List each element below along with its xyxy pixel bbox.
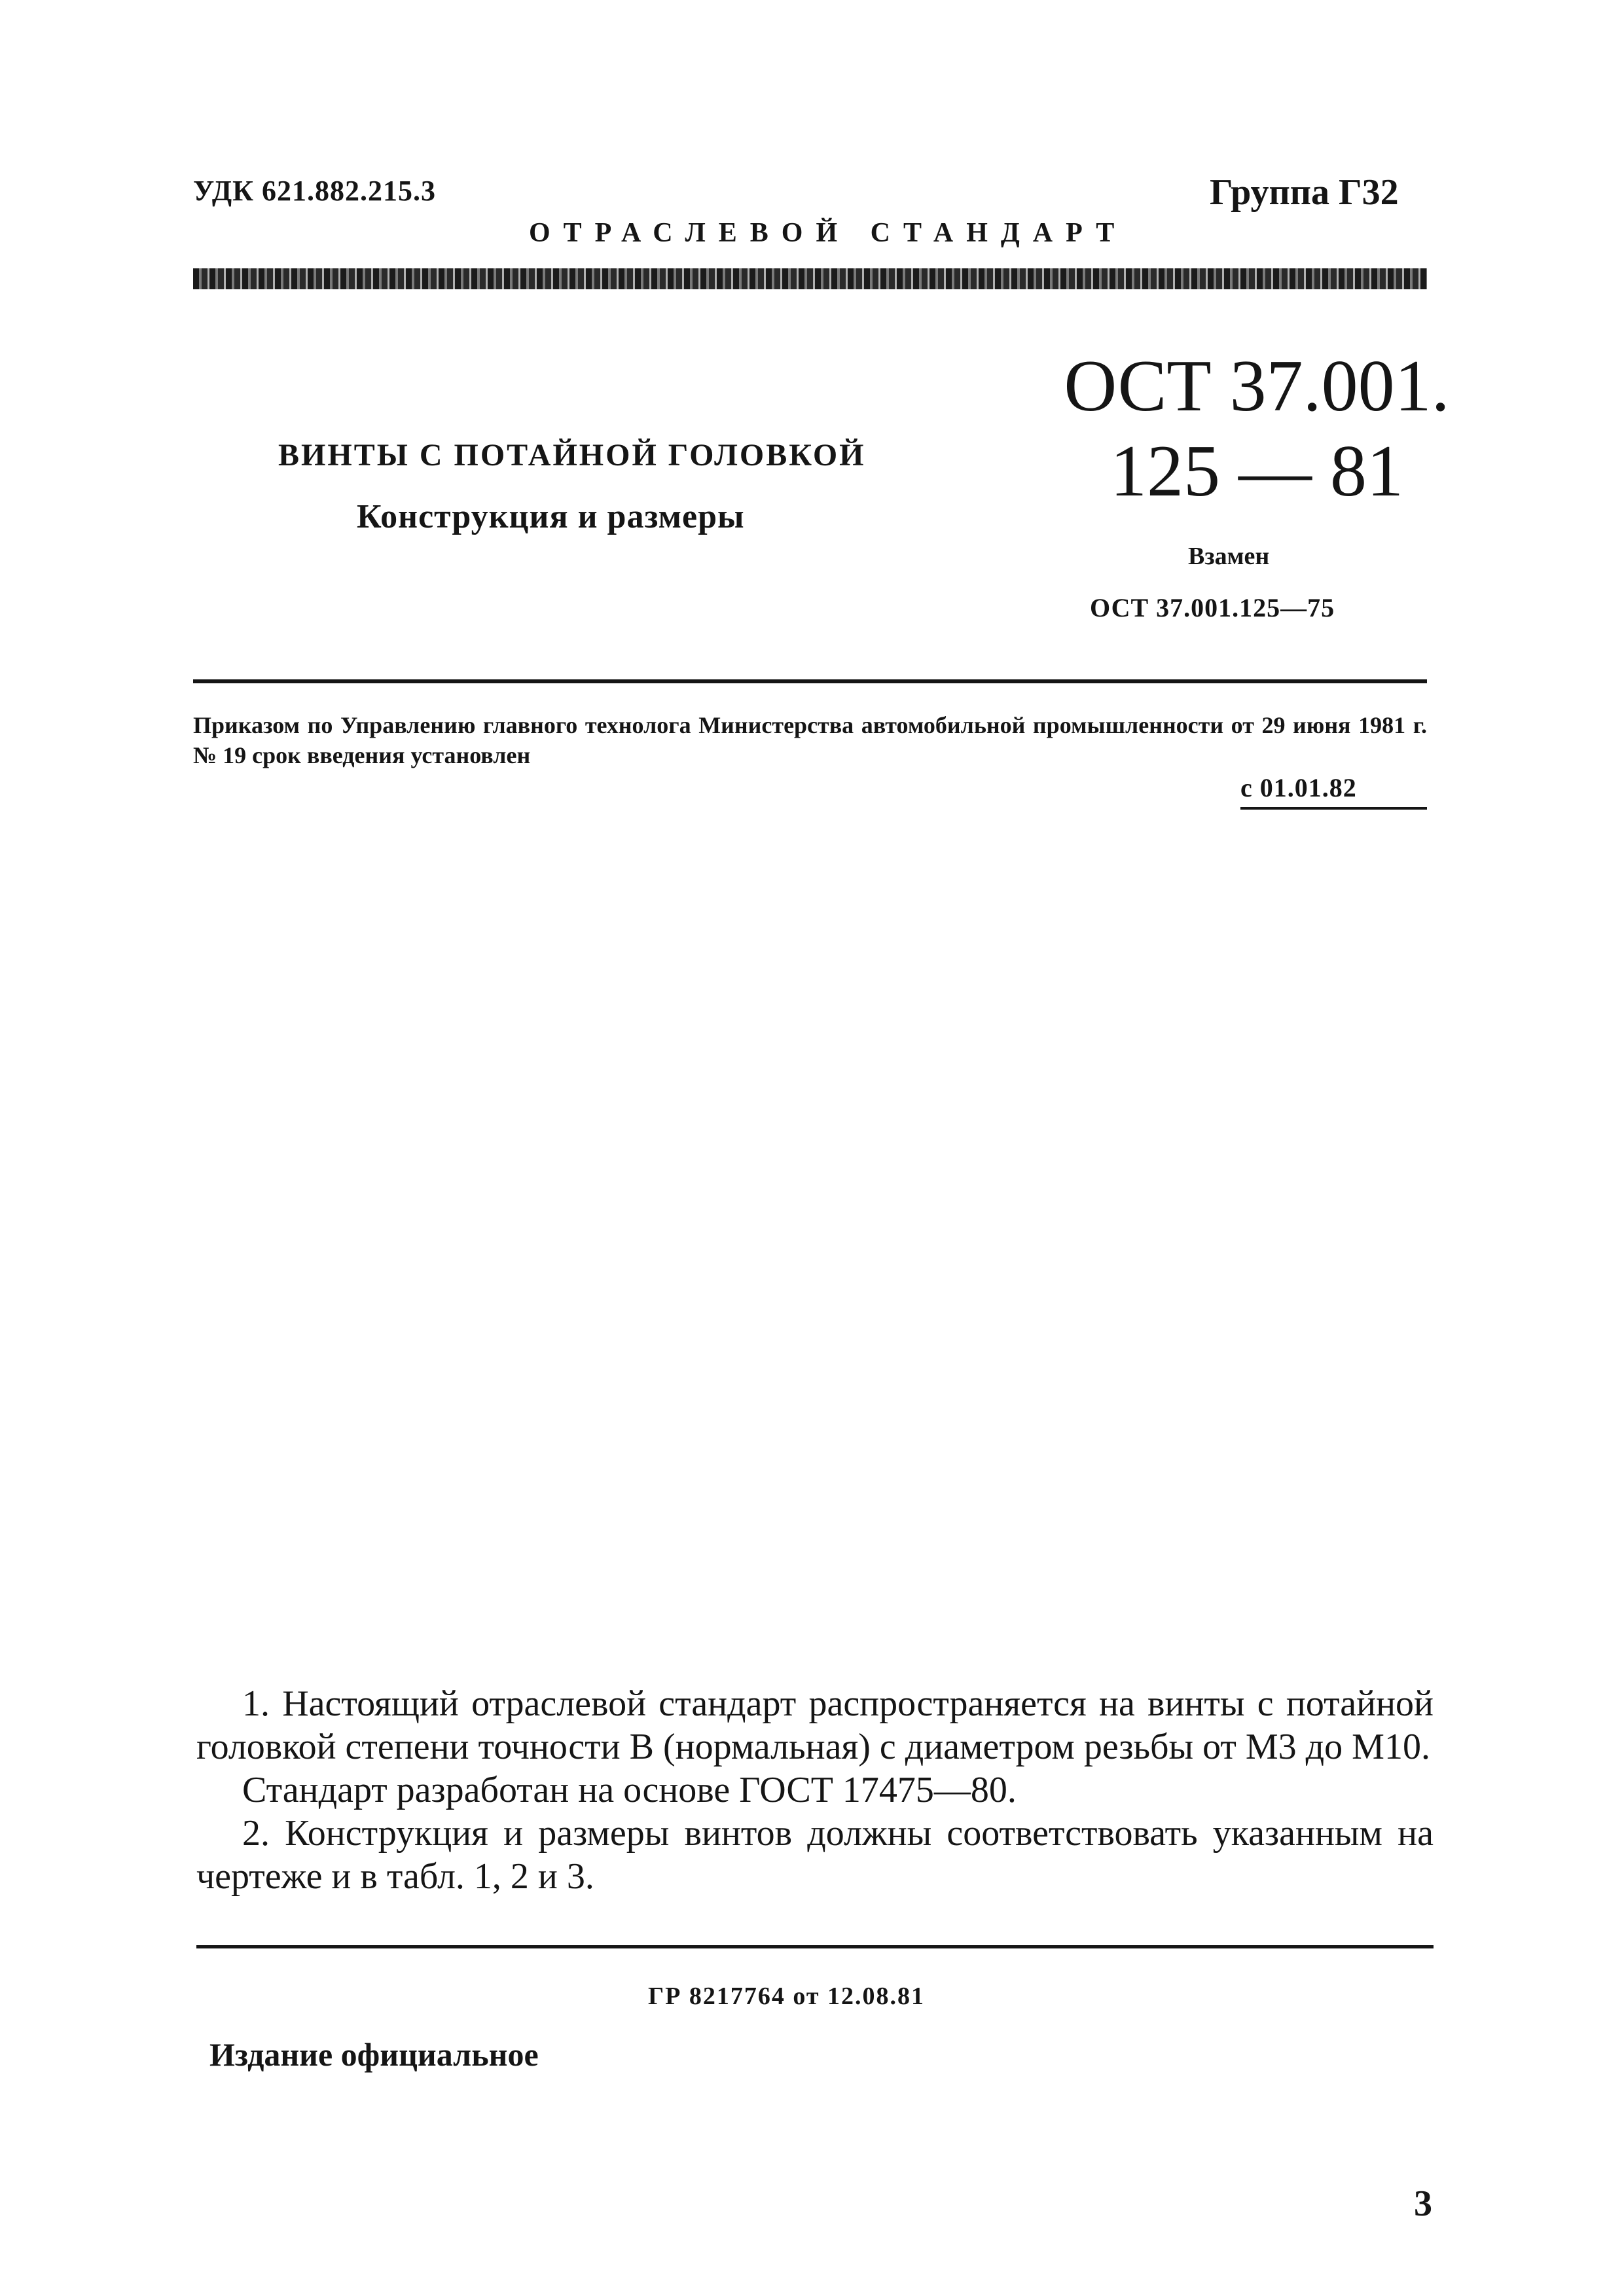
udk-code: УДК 621.882.215.3 bbox=[193, 175, 437, 207]
divider-rule bbox=[193, 679, 1427, 683]
document-subtitle: Конструкция и размеры bbox=[357, 498, 745, 535]
footer-divider-rule bbox=[196, 1945, 1434, 1948]
effective-date: с 01.01.82 bbox=[1240, 773, 1357, 802]
standard-number-line1: ОСТ 37.001. bbox=[1064, 346, 1450, 427]
group-code: Группа Г32 bbox=[1210, 172, 1399, 213]
page-number: 3 bbox=[1414, 2183, 1432, 2224]
document-title: ВИНТЫ С ПОТАЙНОЙ ГОЛОВКОЙ bbox=[278, 438, 866, 473]
body-paragraph-2: Стандарт разработан на основе ГОСТ 17475—80. bbox=[242, 1770, 1017, 1810]
standard-number-line2: 125 — 81 bbox=[1110, 431, 1403, 512]
registration-number: ГР 8217764 от 12.08.81 bbox=[648, 1982, 926, 2010]
body-paragraph-3: 2. Конструкция и размеры винтов должны соответствовать указанным на чертеже и в табл. 1, 2 и 3. bbox=[196, 1813, 1434, 1897]
replaces-label: Взамен bbox=[1188, 543, 1270, 570]
industry-standard-banner: ОТРАСЛЕВОЙ СТАНДАРТ bbox=[529, 218, 1128, 248]
body-paragraph-1: 1. Настоящий отраслевой стандарт распространяется на винты с потайной головкой степени точности В (нормальная) с диаметром резьбы от М3 до М10. bbox=[196, 1683, 1434, 1767]
official-edition-label: Издание официальное bbox=[209, 2036, 539, 2073]
effective-date-underline bbox=[1240, 807, 1427, 810]
decorative-band bbox=[193, 268, 1427, 289]
replaces-value: ОСТ 37.001.125—75 bbox=[1090, 593, 1335, 622]
body-text bbox=[196, 1682, 1434, 1898]
order-text: Приказом по Управлению главного технолога Министерства автомобильной промышленности от 29 июня 1981 г. № 19 срок введения установлен bbox=[193, 712, 1427, 768]
standard-number bbox=[1047, 344, 1466, 514]
